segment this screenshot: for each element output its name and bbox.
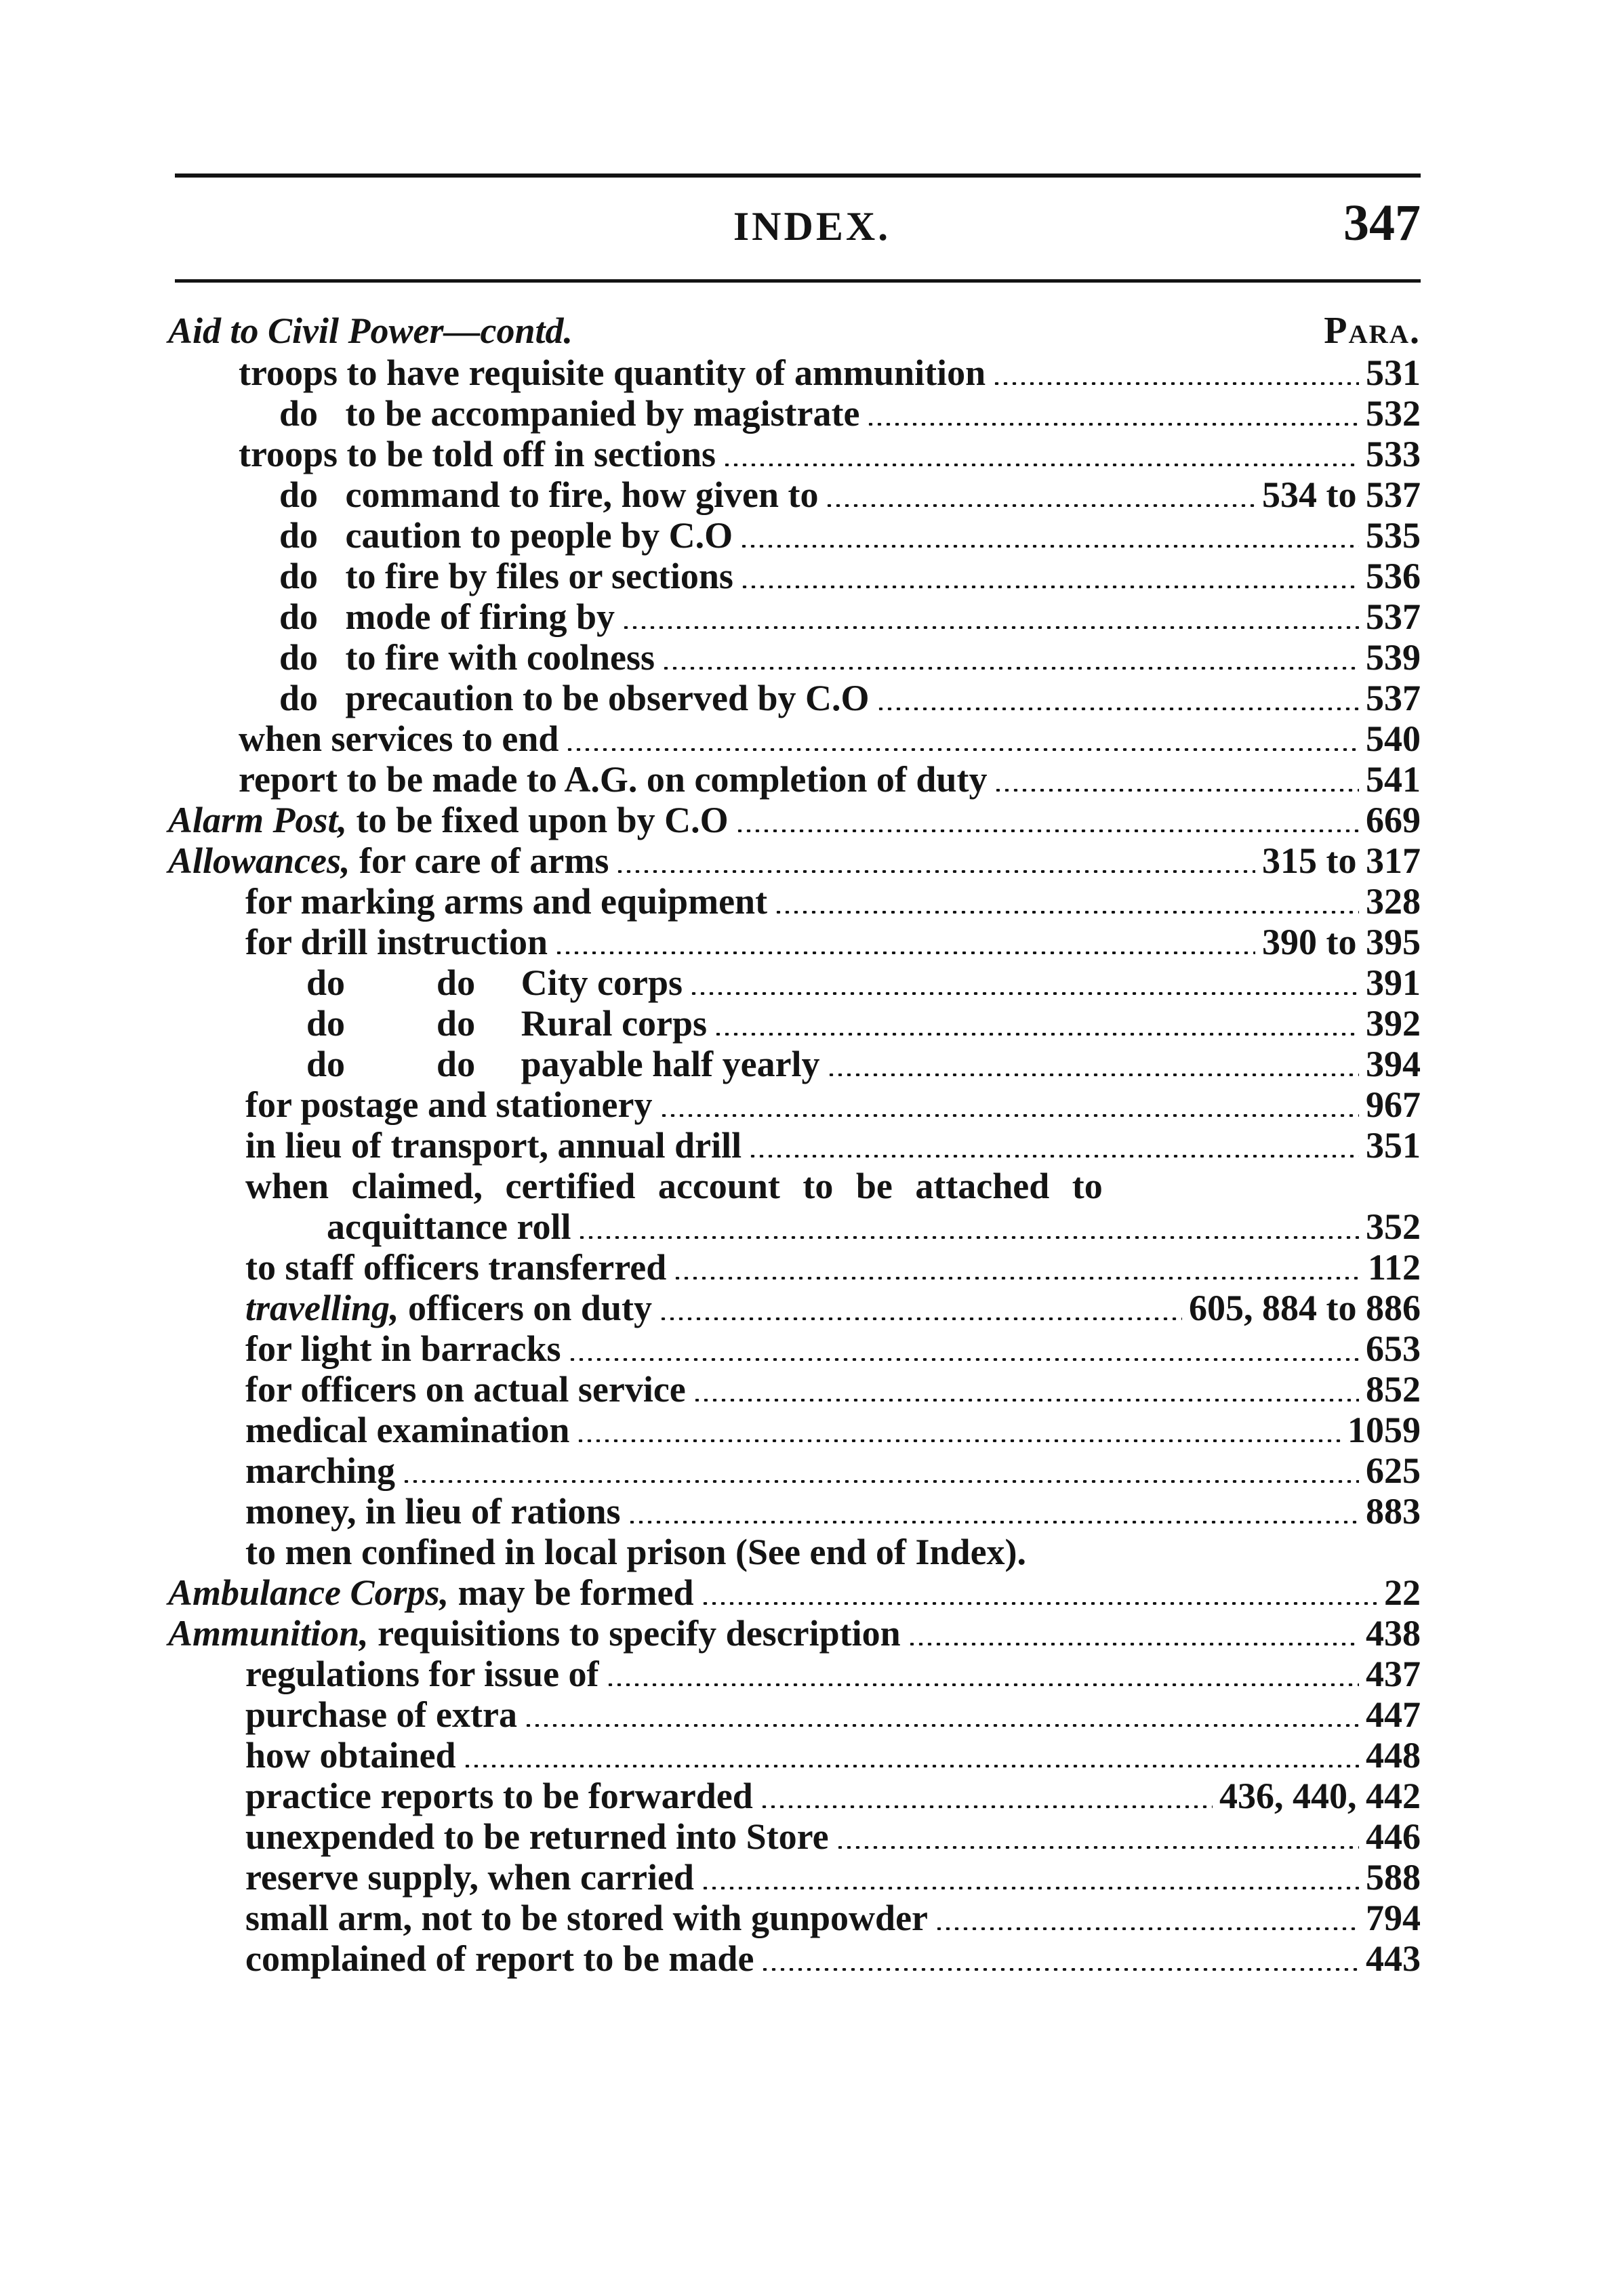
- entry-topic: Ambulance Corps,: [168, 1572, 449, 1613]
- dot-leader: [735, 830, 1359, 832]
- entry-ref: 437: [1366, 1654, 1421, 1694]
- entry-ref: 447: [1366, 1694, 1421, 1735]
- entry-label: do caution to people by C.O: [279, 515, 733, 556]
- entry-ref: 112: [1367, 1247, 1421, 1288]
- entry-26: [245, 1410, 1421, 1450]
- entry-label: do mode of firing by: [279, 596, 615, 637]
- entry-label: requisitions to specify description: [368, 1613, 901, 1654]
- entry-label: do to fire by files or sections: [279, 556, 733, 596]
- entry-ref: 669: [1366, 800, 1421, 840]
- dot-leader: [524, 1724, 1359, 1727]
- entry-2: [239, 434, 1421, 474]
- entry-label: regulations for issue of: [245, 1654, 599, 1694]
- entry-ref: 625: [1366, 1450, 1421, 1491]
- entry-label: do to fire with coolness: [279, 637, 655, 678]
- dot-leader: [693, 1399, 1359, 1402]
- dot-leader: [935, 1927, 1359, 1930]
- entry-34: [245, 1735, 1421, 1776]
- entry-label: for light in barracks: [245, 1328, 561, 1369]
- entry-label: money, in lieu of rations: [245, 1491, 621, 1532]
- entry-label: acquittance roll: [327, 1206, 571, 1247]
- entry-label: small arm, not to be stored with gunpowder: [245, 1898, 929, 1938]
- dot-leader: [659, 1317, 1182, 1320]
- dot-leader: [866, 423, 1359, 426]
- entry-label: how obtained: [245, 1735, 456, 1776]
- dot-leader: [992, 382, 1359, 385]
- heading-topic: Aid to Civil Power: [168, 310, 444, 351]
- entry-ref: 392: [1366, 1003, 1421, 1044]
- dot-leader: [760, 1805, 1213, 1808]
- entry-8: [279, 678, 1421, 718]
- entry-ref: 443: [1366, 1938, 1421, 1979]
- entry-36: [245, 1816, 1421, 1857]
- dot-leader: [554, 952, 1255, 954]
- header-rule: [175, 279, 1421, 283]
- entry-topic: travelling,: [245, 1288, 399, 1328]
- dot-leader: [748, 1155, 1359, 1158]
- entry-label: officers on duty: [399, 1288, 652, 1328]
- entry-ref: 539: [1366, 637, 1421, 678]
- entry-20: [245, 1166, 1289, 1206]
- entry-label: for care of arms: [350, 840, 609, 881]
- entry-label: for postage and stationery: [245, 1084, 653, 1125]
- entry-topic: Allowances,: [168, 840, 350, 881]
- entry-label: when claimed, certified account to be attached to: [245, 1166, 1103, 1206]
- entry-12: [168, 840, 1421, 881]
- entry-ref: 588: [1366, 1857, 1421, 1898]
- entry-22: [245, 1247, 1421, 1288]
- entry-topic: Ammunition,: [168, 1613, 369, 1654]
- entry-ref: 541: [1366, 759, 1421, 800]
- dot-leader: [827, 1073, 1359, 1076]
- entry-3: [279, 474, 1421, 515]
- entry-ref: 1059: [1347, 1410, 1421, 1450]
- entry-6: [279, 596, 1421, 637]
- heading-suffix: —contd.: [443, 310, 573, 351]
- entry-label: marching: [245, 1450, 396, 1491]
- entry-label: when services to end: [239, 718, 559, 759]
- dot-leader: [606, 1683, 1359, 1686]
- entry-ref: 438: [1366, 1613, 1421, 1654]
- entry-9: [239, 718, 1421, 759]
- entry-ref: 533: [1366, 434, 1421, 474]
- entry-ref: 605, 884 to 886: [1189, 1288, 1421, 1328]
- entry-label: reserve supply, when carried: [245, 1857, 694, 1898]
- entry-28: [245, 1491, 1421, 1532]
- entry-10: [239, 759, 1421, 800]
- dot-leader: [622, 626, 1359, 629]
- entry-18: [245, 1084, 1421, 1125]
- entry-32: [245, 1654, 1421, 1694]
- entry-ref: 537: [1366, 596, 1421, 637]
- entry-ref: 328: [1366, 881, 1421, 922]
- entry-ref: 794: [1366, 1898, 1421, 1938]
- entry-24: [245, 1328, 1421, 1369]
- entry-label: practice reports to be forwarded: [245, 1776, 753, 1816]
- dot-leader: [723, 464, 1359, 466]
- entry-label: troops to have requisite quantity of ammunition: [239, 352, 986, 393]
- dot-leader: [740, 586, 1359, 588]
- dot-leader: [714, 1033, 1359, 1036]
- dot-leader: [615, 870, 1255, 873]
- entry-21: [327, 1206, 1421, 1247]
- entry-label: do to be accompanied by magistrate: [279, 393, 860, 434]
- entry-label: unexpended to be returned into Store: [245, 1816, 829, 1857]
- dot-leader: [628, 1521, 1359, 1523]
- entry-29: [245, 1532, 1421, 1572]
- entry-25: [245, 1369, 1421, 1410]
- entry-label: for marking arms and equipment: [245, 881, 768, 922]
- entry-7: [279, 637, 1421, 678]
- dot-leader: [701, 1602, 1378, 1605]
- entry-ref: 883: [1366, 1491, 1421, 1532]
- entry-label: for officers on actual service: [245, 1369, 686, 1410]
- dot-leader: [565, 748, 1359, 751]
- continued-heading: [168, 310, 1421, 351]
- entry-ref: 391: [1366, 962, 1421, 1003]
- entry-14: [245, 922, 1421, 962]
- entry-19: [245, 1125, 1421, 1166]
- entry-ref: 535: [1366, 515, 1421, 556]
- entry-ref: 653: [1366, 1328, 1421, 1369]
- entry-11: [168, 800, 1421, 840]
- dot-leader: [576, 1439, 1341, 1442]
- entry-label: report to be made to A.G. on completion of duty: [239, 759, 988, 800]
- entry-1: [279, 393, 1421, 434]
- entry-ref: 540: [1366, 718, 1421, 759]
- entry-label: may be formed: [449, 1572, 694, 1613]
- entry-35: [245, 1776, 1421, 1816]
- entry-label: in lieu of transport, annual drill: [245, 1125, 742, 1166]
- entry-23: [245, 1288, 1421, 1328]
- entry-ref: 531: [1366, 352, 1421, 393]
- dot-leader: [760, 1968, 1359, 1971]
- entry-4: [279, 515, 1421, 556]
- entry-label: complained of report to be made: [245, 1938, 754, 1979]
- entry-ref: 537: [1366, 678, 1421, 718]
- entry-ref: 536: [1366, 556, 1421, 596]
- entry-label: to be fixed upon by C.O: [347, 800, 729, 840]
- entry-0: [239, 352, 1421, 393]
- entry-ref: 315 to 317: [1262, 840, 1421, 881]
- entry-label: purchase of extra: [245, 1694, 517, 1735]
- dot-leader: [836, 1846, 1359, 1849]
- dot-leader: [659, 1114, 1360, 1117]
- entry-39: [245, 1938, 1421, 1979]
- dot-leader: [673, 1277, 1361, 1280]
- running-title: INDEX.: [733, 204, 891, 249]
- entry-ref: 534 to 537: [1262, 474, 1421, 515]
- entry-ref: 351: [1366, 1125, 1421, 1166]
- entry-ref: 352: [1366, 1206, 1421, 1247]
- top-rule: [175, 173, 1421, 178]
- entry-13: [245, 881, 1421, 922]
- dot-leader: [568, 1358, 1359, 1361]
- entry-5: [279, 556, 1421, 596]
- entry-30: [168, 1572, 1421, 1613]
- entry-ref: 532: [1366, 393, 1421, 434]
- entry-label: do command to fire, how given to: [279, 474, 819, 515]
- dot-leader: [994, 789, 1359, 792]
- entry-label: troops to be told off in sections: [239, 434, 716, 474]
- entry-17: [306, 1044, 1421, 1084]
- entry-label: to men confined in local prison (See end of Index).: [245, 1532, 1027, 1572]
- column-header-para: Para.: [1324, 310, 1421, 352]
- dot-leader: [701, 1887, 1359, 1889]
- page-number: 347: [1343, 195, 1421, 251]
- entry-ref: 448: [1366, 1735, 1421, 1776]
- dot-leader: [689, 992, 1359, 995]
- entry-ref: 967: [1366, 1084, 1421, 1125]
- dot-leader: [876, 708, 1359, 710]
- dot-leader: [908, 1643, 1359, 1645]
- dot-leader: [774, 911, 1359, 914]
- entry-ref: 446: [1366, 1816, 1421, 1857]
- entry-15: [306, 962, 1421, 1003]
- dot-leader: [739, 545, 1359, 548]
- entry-ref: 22: [1384, 1572, 1421, 1613]
- dot-leader: [825, 504, 1255, 507]
- entry-label: do do payable half yearly: [306, 1044, 820, 1084]
- entry-ref: 852: [1366, 1369, 1421, 1410]
- entry-ref: 394: [1366, 1044, 1421, 1084]
- dot-leader: [577, 1236, 1359, 1239]
- entry-38: [245, 1898, 1421, 1938]
- entry-topic: Alarm Post,: [168, 800, 348, 840]
- entry-33: [245, 1694, 1421, 1735]
- entry-label: do precaution to be observed by C.O: [279, 678, 870, 718]
- entry-label: do do Rural corps: [306, 1003, 708, 1044]
- entry-31: [168, 1613, 1421, 1654]
- entry-label: medical examination: [245, 1410, 570, 1450]
- dot-leader: [662, 667, 1359, 670]
- entry-16: [306, 1003, 1421, 1044]
- entry-label: to staff officers transferred: [245, 1247, 667, 1288]
- entry-ref: 436, 440, 442: [1219, 1776, 1421, 1816]
- dot-leader: [402, 1480, 1359, 1483]
- entry-37: [245, 1857, 1421, 1898]
- entry-label: for drill instruction: [245, 922, 548, 962]
- entry-27: [245, 1450, 1421, 1491]
- dot-leader: [463, 1765, 1359, 1767]
- entry-label: do do City corps: [306, 962, 683, 1003]
- entry-ref: 390 to 395: [1262, 922, 1421, 962]
